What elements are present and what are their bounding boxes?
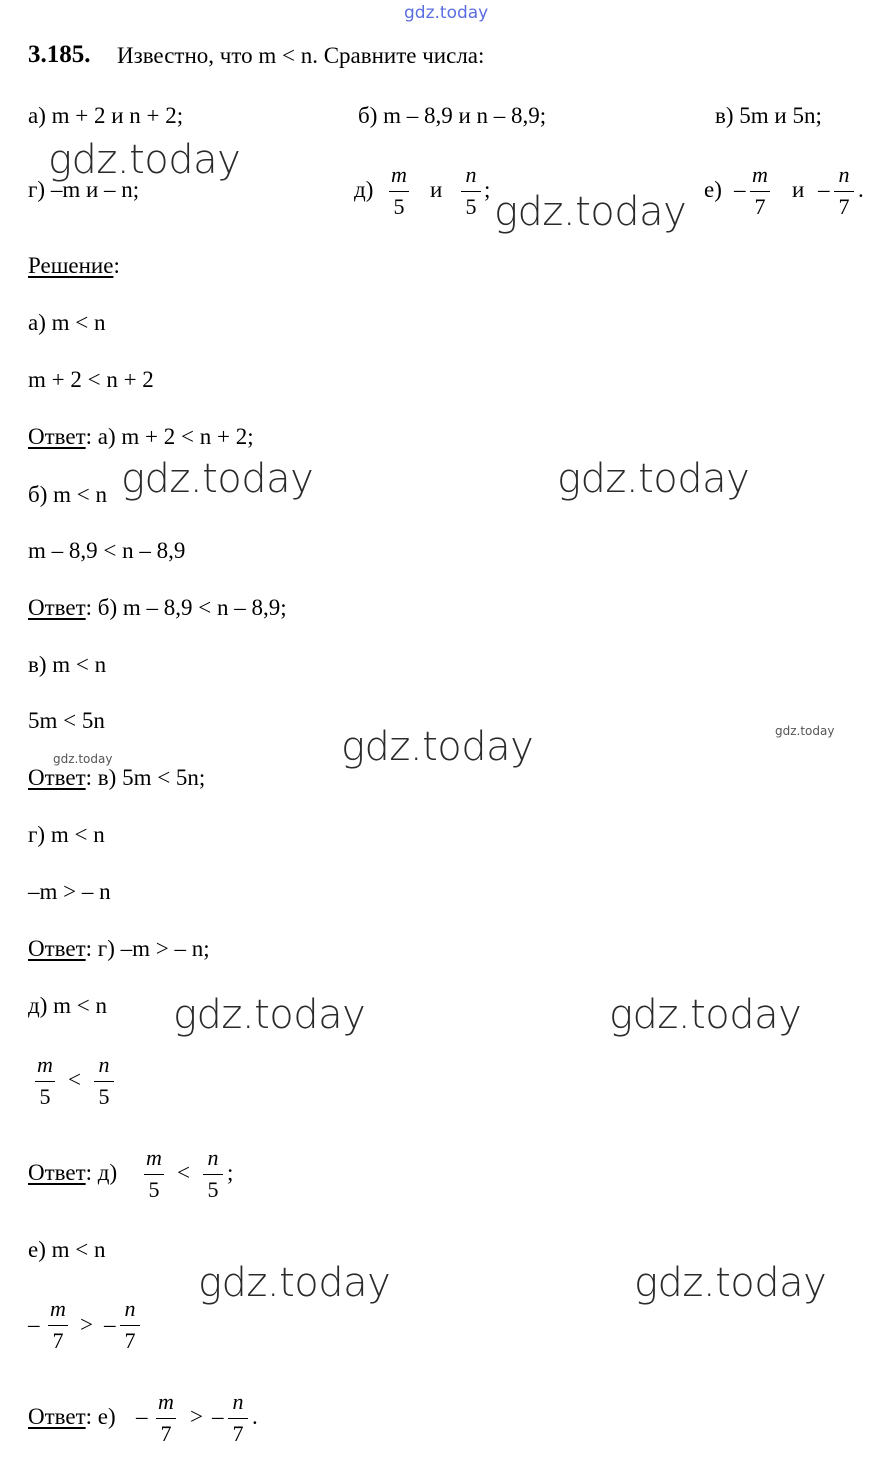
- answer-label: Ответ: [28, 936, 86, 961]
- task-e-and: и: [792, 177, 805, 202]
- numerator: m: [158, 1389, 174, 1414]
- fraction-bar: [203, 1174, 223, 1175]
- watermark: gdz.today: [121, 456, 314, 502]
- answer-g: [28, 936, 210, 962]
- fraction-bar: [389, 191, 409, 192]
- minus-sign: –: [136, 1404, 148, 1429]
- numerator: n: [98, 1052, 110, 1077]
- numerator: n: [838, 162, 850, 187]
- watermark: gdz.today: [494, 189, 687, 235]
- answer-label: Ответ: [28, 424, 86, 449]
- less-than-sign: <: [177, 1160, 190, 1185]
- fraction-bar: [228, 1418, 248, 1419]
- numerator: n: [207, 1145, 219, 1170]
- denominator: 5: [393, 194, 405, 219]
- answer-label: Ответ: [28, 765, 86, 790]
- greater-than-sign: >: [190, 1404, 203, 1429]
- answer-v-text: : в) 5m < 5n;: [85, 765, 206, 790]
- fraction-bar: [94, 1081, 114, 1082]
- numerator: m: [50, 1296, 66, 1321]
- task-g: г) –m и – n;: [28, 177, 140, 202]
- solution-d-line1: д) m < n: [28, 993, 107, 1018]
- solution-b-line1: б) m < n: [28, 482, 107, 507]
- fraction-bar: [156, 1418, 176, 1419]
- denominator: 7: [52, 1328, 64, 1353]
- answer-d-prefix: : д): [85, 1160, 118, 1185]
- denominator: 7: [754, 194, 766, 219]
- denominator: 7: [232, 1421, 244, 1446]
- fraction-bar: [144, 1174, 164, 1175]
- fraction-bar: [35, 1081, 55, 1082]
- task-b: б) m – 8,9 и n – 8,9;: [358, 103, 547, 128]
- watermark: gdz.today: [341, 724, 534, 770]
- fraction-bar: [834, 191, 854, 192]
- numerator: n: [232, 1389, 244, 1414]
- minus-sign: –: [104, 1312, 116, 1337]
- period: .: [252, 1404, 258, 1429]
- answer-b: [28, 595, 287, 621]
- task-e-prefix: е): [704, 177, 722, 202]
- fraction-bar: [48, 1325, 68, 1326]
- watermark-small: gdz.today: [775, 724, 835, 738]
- greater-than-sign: >: [80, 1312, 93, 1337]
- denominator: 7: [160, 1421, 172, 1446]
- solution-heading-text: Решение: [28, 253, 114, 278]
- minus-sign: –: [212, 1404, 224, 1429]
- denominator: 5: [148, 1177, 160, 1202]
- task-d-end: ;: [484, 177, 491, 202]
- answer-b-text: : б) m – 8,9 < n – 8,9;: [85, 595, 287, 620]
- problem-statement: Известно, что m < n. Сравните числа:: [117, 43, 485, 68]
- denominator: 5: [39, 1084, 51, 1109]
- problem-number: 3.185.: [28, 41, 91, 68]
- numerator: m: [146, 1145, 162, 1170]
- solution-v-line1: в) m < n: [28, 652, 107, 677]
- task-a: а) m + 2 и n + 2;: [28, 103, 184, 128]
- solution-heading-colon: :: [113, 253, 120, 278]
- task-d-prefix: д): [354, 177, 374, 202]
- task-d-and: и: [430, 177, 443, 202]
- answer-e: [28, 1404, 116, 1430]
- solution-b-line2: m – 8,9 < n – 8,9: [28, 538, 186, 563]
- answer-e-prefix: : е): [85, 1404, 116, 1429]
- watermark: gdz.today: [634, 1260, 827, 1306]
- numerator: n: [465, 162, 477, 187]
- minus-sign: –: [28, 1312, 40, 1337]
- denominator: 7: [838, 194, 850, 219]
- watermark-top: gdz.today: [404, 3, 489, 23]
- semicolon: ;: [227, 1160, 234, 1185]
- fraction-bar: [120, 1325, 140, 1326]
- watermark: gdz.today: [557, 456, 750, 502]
- less-than-sign: <: [68, 1067, 81, 1092]
- fraction-bar: [750, 191, 770, 192]
- numerator: m: [37, 1052, 53, 1077]
- answer-a-text: : а) m + 2 < n + 2;: [85, 424, 254, 449]
- watermark: gdz.today: [609, 992, 802, 1038]
- answer-label: Ответ: [28, 1404, 86, 1429]
- numerator: m: [752, 162, 768, 187]
- solution-heading: [28, 253, 120, 279]
- denominator: 5: [98, 1084, 110, 1109]
- watermark: gdz.today: [198, 1260, 391, 1306]
- answer-label: Ответ: [28, 595, 86, 620]
- solution-a-line1: а) m < n: [28, 310, 106, 335]
- solution-e-line1: е) m < n: [28, 1237, 106, 1262]
- fraction-bar: [461, 191, 481, 192]
- answer-v: [28, 765, 205, 791]
- minus-sign: –: [818, 177, 830, 202]
- answer-d: [28, 1160, 117, 1186]
- answer-label: Ответ: [28, 1160, 86, 1185]
- task-e-end: .: [858, 177, 864, 202]
- solution-g-line2: –m > – n: [28, 879, 111, 904]
- solution-a-line2: m + 2 < n + 2: [28, 367, 154, 392]
- watermark: gdz.today: [48, 137, 241, 183]
- answer-a: [28, 424, 254, 450]
- denominator: 7: [124, 1328, 136, 1353]
- watermark-small: gdz.today: [53, 752, 113, 766]
- answer-g-text: : г) –m > – n;: [85, 936, 210, 961]
- watermark: gdz.today: [173, 992, 366, 1038]
- numerator: n: [124, 1296, 136, 1321]
- solution-g-line1: г) m < n: [28, 822, 105, 847]
- denominator: 5: [207, 1177, 219, 1202]
- task-v: в) 5m и 5n;: [715, 103, 822, 128]
- minus-sign: –: [734, 177, 746, 202]
- solution-v-line2: 5m < 5n: [28, 708, 105, 733]
- numerator: m: [391, 162, 407, 187]
- denominator: 5: [465, 194, 477, 219]
